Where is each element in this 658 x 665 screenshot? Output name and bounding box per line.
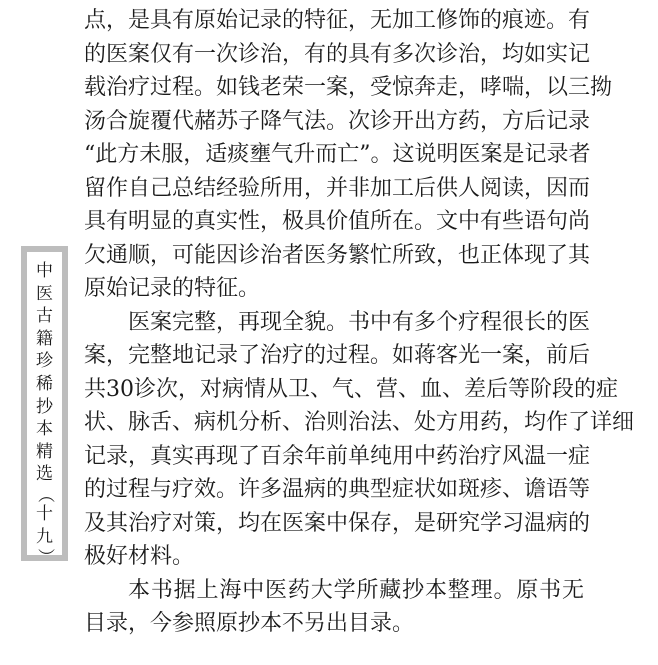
series-title-char: 珍 — [36, 351, 53, 372]
text-line: 共30诊次，对病情从卫、气、营、血、差后等阶段的症 — [84, 376, 618, 402]
series-title-char: 籍 — [36, 328, 53, 349]
series-title-char: 精 — [36, 441, 53, 462]
text-line: 原始记录的特征。 — [84, 276, 261, 301]
text-line: 汤合旋覆代赭苏子降气法。次诊开出方药，方后记录 — [84, 108, 591, 134]
text-line: 的过程与疗效。许多温病的典型症状如斑疹、谵语等 — [84, 477, 591, 502]
volume-close-paren: ） — [35, 548, 55, 566]
paragraph-start-line: 本书据上海中医药大学所藏抄本整理。原书无 — [128, 577, 584, 603]
text-line: 记录，真实再现了百余年前单纯用中药治疗风温一症 — [84, 443, 591, 469]
series-title-char: 本 — [36, 419, 53, 440]
volume-number-char: 十 — [36, 503, 53, 524]
text-line: 状、脉舌、病机分析、治则治法、处方用药，均作了详细 — [84, 410, 635, 435]
text-line: 留作自己总结经验所用，并非加工后供人阅读，因而 — [84, 175, 591, 201]
series-title-char: 医 — [36, 283, 53, 304]
series-title-char: 古 — [36, 306, 53, 327]
text-line: 载治疗过程。如钱老荣一案，受惊奔走，哮喘，以三拗 — [84, 75, 613, 100]
text-line: 案，完整地记录了治疗的过程。如蒋客光一案，前后 — [84, 343, 591, 368]
series-title-char: 抄 — [36, 396, 53, 417]
volume-open-paren: （ — [35, 485, 55, 503]
series-title-char: 中 — [36, 261, 53, 281]
text-line: 欠通顺，可能因诊治者医务繁忙所致，也正体现了其 — [84, 242, 591, 268]
series-title-box — [27, 252, 62, 566]
body-text — [84, 4, 635, 641]
volume-number-char: 九 — [36, 526, 53, 547]
paragraph-start-line: 医案完整，再现全貌。书中有多个疗程很长的医 — [128, 309, 591, 335]
text-line: 具有明显的真实性，极具价值所在。文中有些语句尚 — [84, 209, 591, 234]
series-title-tab — [21, 246, 68, 566]
text-line: 点，是具有原始记录的特征，无加工修饰的痕迹。有 — [84, 8, 591, 33]
series-title-char: 选 — [36, 464, 53, 485]
text-line: 的医案仅有一次诊治，有的具有多次诊治，均如实记 — [84, 41, 591, 67]
text-line: 目录，今参照原抄本不另出目录。 — [84, 611, 415, 636]
text-line: “此方未服，适痰壅气升而亡”。这说明医案是记录者 — [84, 142, 591, 167]
series-title-char: 稀 — [36, 373, 53, 394]
text-line: 极好材料。 — [84, 544, 195, 569]
text-line: 及其治疗对策，均在医案中保存，是研究学习温病的 — [84, 510, 591, 536]
